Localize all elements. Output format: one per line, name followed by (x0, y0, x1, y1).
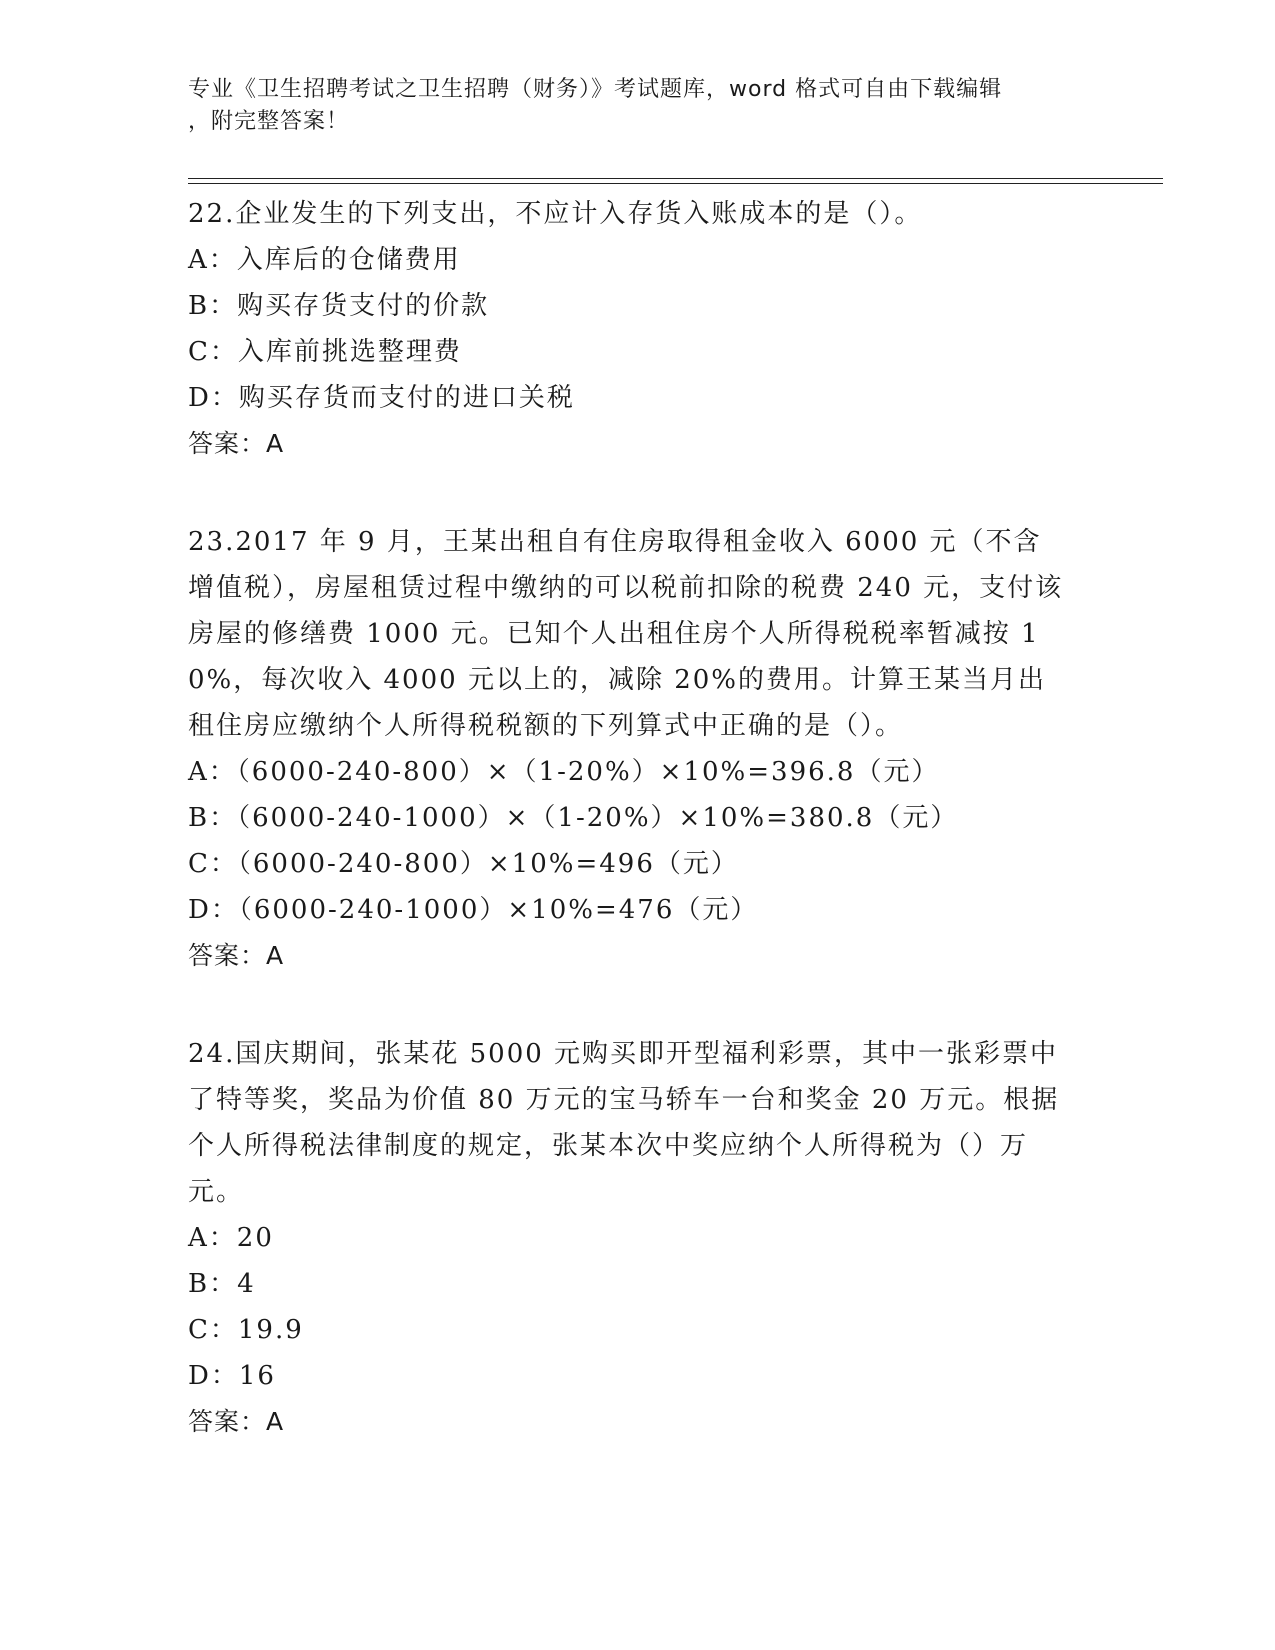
option-b: B：（6000-240-1000）×（1-20%）×10%=380.8（元） (188, 803, 959, 833)
answer-label: 答案：A (188, 1407, 285, 1436)
option-b: B：4 (188, 1269, 256, 1299)
answer-label: 答案：A (188, 429, 285, 458)
question-stem: 24.国庆期间，张某花 5000 元购买即开型福利彩票，其中一张彩票中了特等奖，奖品为价值 80 万元的宝马轿车一台和奖金 20 万元。根据个人所得税法律制度的规定，张某本次中奖应纳个人所得税为（）万元。 (188, 1039, 1060, 1207)
option-b: B：购买存货支付的价款 (188, 291, 490, 321)
answer-label: 答案：A (188, 941, 285, 970)
header-line-2: ，附完整答案！ (188, 109, 350, 134)
question-stem: 23.2017 年 9 月，王某出租自有住房取得租金收入 6000 元（不含增值税），房屋租赁过程中缴纳的可以税前扣除的税费 240 元，支付该房屋的修缮费 1000 元。已知个人出租住房个人所得税税率暂减按 10%，每次收入 4000 元以上的，减除 20%的费用。计算王某当月出租住房应缴纳个人所得税税额的下列算式中正确的是（）。 (188, 527, 1064, 741)
question-22 (188, 191, 1088, 467)
header-divider-bottom (188, 183, 1163, 184)
option-c: C：（6000-240-800）×10%=496（元） (188, 849, 739, 879)
option-d: D：（6000-240-1000）×10%=476（元） (188, 895, 759, 925)
option-a: A：（6000-240-800）×（1-20%）×10%=396.8（元） (188, 757, 940, 787)
header-line-1: 专业《卫生招聘考试之卫生招聘（财务）》考试题库，word 格式可自由下载编辑 (188, 77, 1003, 102)
question-stem: 22.企业发生的下列支出，不应计入存货入账成本的是（）。 (188, 199, 923, 229)
option-c: C：入库前挑选整理费 (188, 337, 462, 367)
option-d: D：购买存货而支付的进口关税 (188, 383, 575, 413)
header-divider-top (188, 178, 1163, 179)
question-24 (188, 1031, 1088, 1445)
option-a: A：入库后的仓储费用 (188, 245, 461, 275)
document-header (188, 74, 1068, 138)
question-23 (188, 519, 1088, 979)
question-list (188, 191, 1088, 1497)
option-d: D：16 (188, 1361, 276, 1391)
option-c: C：19.9 (188, 1315, 304, 1345)
option-a: A：20 (188, 1223, 274, 1253)
